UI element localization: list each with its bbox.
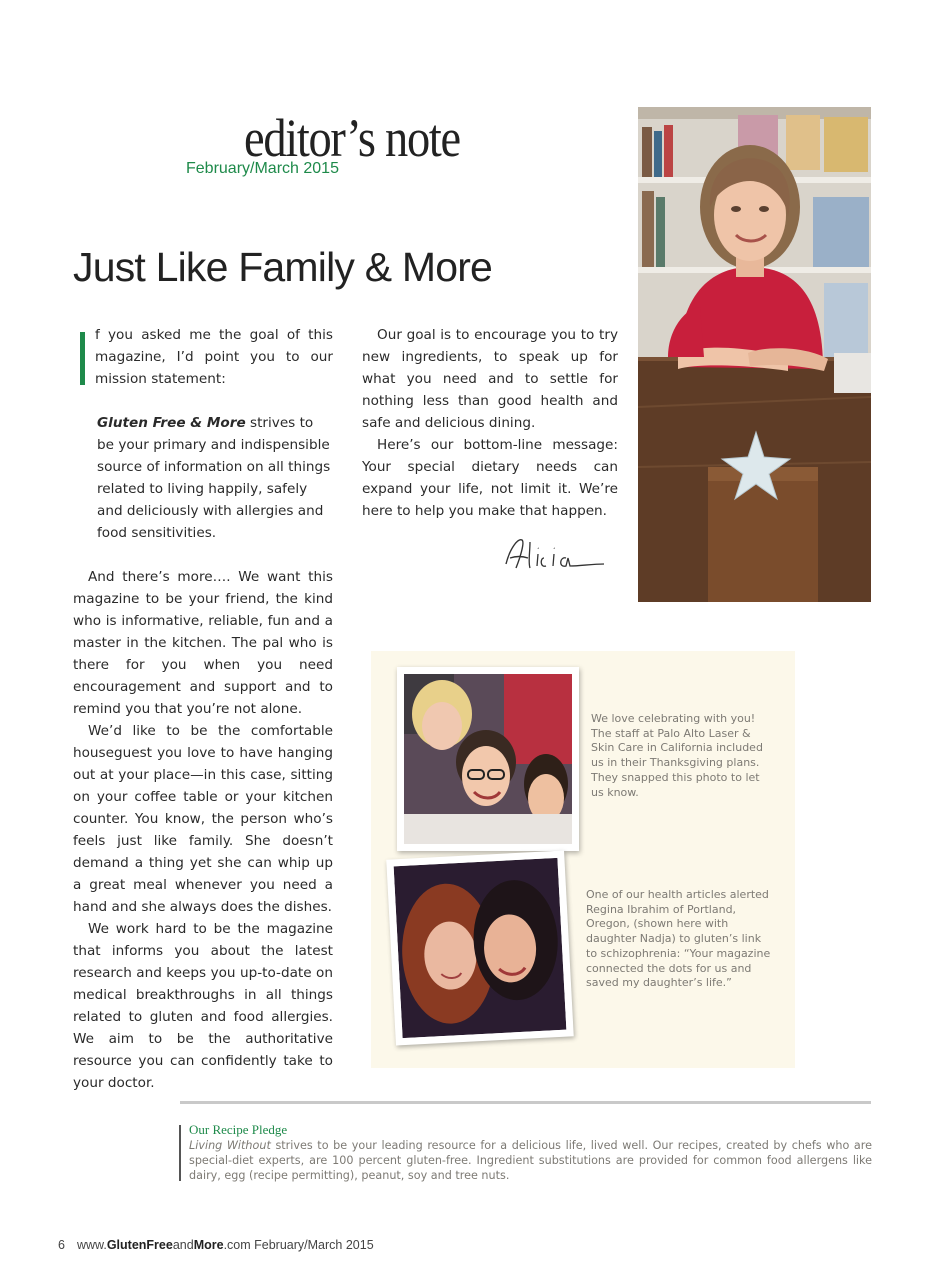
footer-url-prefix: www. bbox=[76, 1238, 107, 1252]
footer-issue: February/March 2015 bbox=[254, 1238, 374, 1252]
footer-url-suffix: .com bbox=[223, 1238, 251, 1252]
mission-text: strives to be your primary and indispensible source of information on all things related to living happily, safely and deliciously with allergies and food sensitivities. bbox=[97, 415, 331, 541]
article-column-1 bbox=[73, 324, 333, 1094]
paragraph-bottomline: Here’s our bottom-line message: Your special dietary needs can expand your life, not limit it. We’re here to help you make that happen. bbox=[362, 437, 618, 519]
intro-paragraph bbox=[73, 324, 333, 390]
intro-text: f you asked me the goal of this magazine, I’d point you to our mission statement: bbox=[95, 327, 333, 387]
issue-date: February/March 2015 bbox=[186, 160, 339, 177]
footer-url-part1: GlutenFree bbox=[106, 1238, 173, 1252]
article-column-2 bbox=[362, 324, 618, 522]
footer-url-and: and bbox=[172, 1238, 194, 1252]
reader-photos-panel bbox=[371, 651, 795, 1068]
pledge-side-bar bbox=[179, 1125, 181, 1181]
mission-statement bbox=[97, 412, 333, 544]
article-headline: Just Like Family & More bbox=[73, 244, 493, 290]
page-number: 6 bbox=[58, 1238, 65, 1252]
page-footer bbox=[58, 1238, 374, 1252]
paragraph-houseguest: We’d like to be the comfortable houseguest you love to have hanging out at your place—in this case, sitting on your coffee table or your kitchen counter. You know, the person who’s feels just like family. She doesn’t demand a thing yet she can whip up a great meal whenever you need a hand and she always does the dishes. bbox=[73, 723, 333, 915]
photo-caption-1: We love celebrating with you! The staff at Palo Alto Laser & Skin Care in California included us in their Thanksgiving plans. They snapped this photo to let us know. bbox=[591, 712, 763, 799]
pledge-body: strives to be your leading resource for a delicious life, lived well. Our recipes, created by chefs who are special-diet experts, are 100 percent gluten-free. Ingredient substitutions are provided for common food allergens like dairy, egg (recipe permitting), peanut, soy and tree nuts. bbox=[189, 1139, 872, 1182]
reader-photo-1 bbox=[397, 667, 579, 851]
pledge-divider bbox=[180, 1101, 871, 1104]
paragraph-goal: Our goal is to encourage you to try new ingredients, to speak up for what you need and to settle for nothing less than good health and safe and delicious dining. bbox=[362, 327, 618, 431]
pledge-text bbox=[189, 1138, 872, 1183]
footer-url-part2: More bbox=[193, 1238, 224, 1252]
paragraph-more: And there’s more…. We want this magazine to be your friend, the kind who is informative, reliable, fun and a master in the kitchen. The pal who is there for you when you need encouragement and support and to remind you that you’re not alone. bbox=[73, 569, 333, 717]
pledge-title: Our Recipe Pledge bbox=[189, 1122, 288, 1137]
editor-signature bbox=[500, 528, 610, 578]
editor-photo bbox=[638, 107, 871, 602]
masthead-title: editor’s note bbox=[244, 108, 460, 168]
mission-brand: Gluten Free & More bbox=[97, 415, 246, 431]
reader-photo-2 bbox=[386, 850, 573, 1045]
pledge-brand: Living Without bbox=[189, 1139, 271, 1152]
photo-caption-2: One of our health articles alerted Regina Ibrahim of Portland, Oregon, (shown here with daughter Nadja) to gluten’s link to schizophrenia: “Your magazine connected the dots for us and saved my daughter’s life.” bbox=[586, 888, 771, 990]
drop-cap-bar bbox=[80, 332, 85, 385]
paragraph-work: We work hard to be the magazine that informs you about the latest research and keeps you up-to-date on medical breakthroughs in all things related to gluten and food allergies. We aim to be the authoritative resource you can confidently take to your doctor. bbox=[73, 921, 333, 1091]
